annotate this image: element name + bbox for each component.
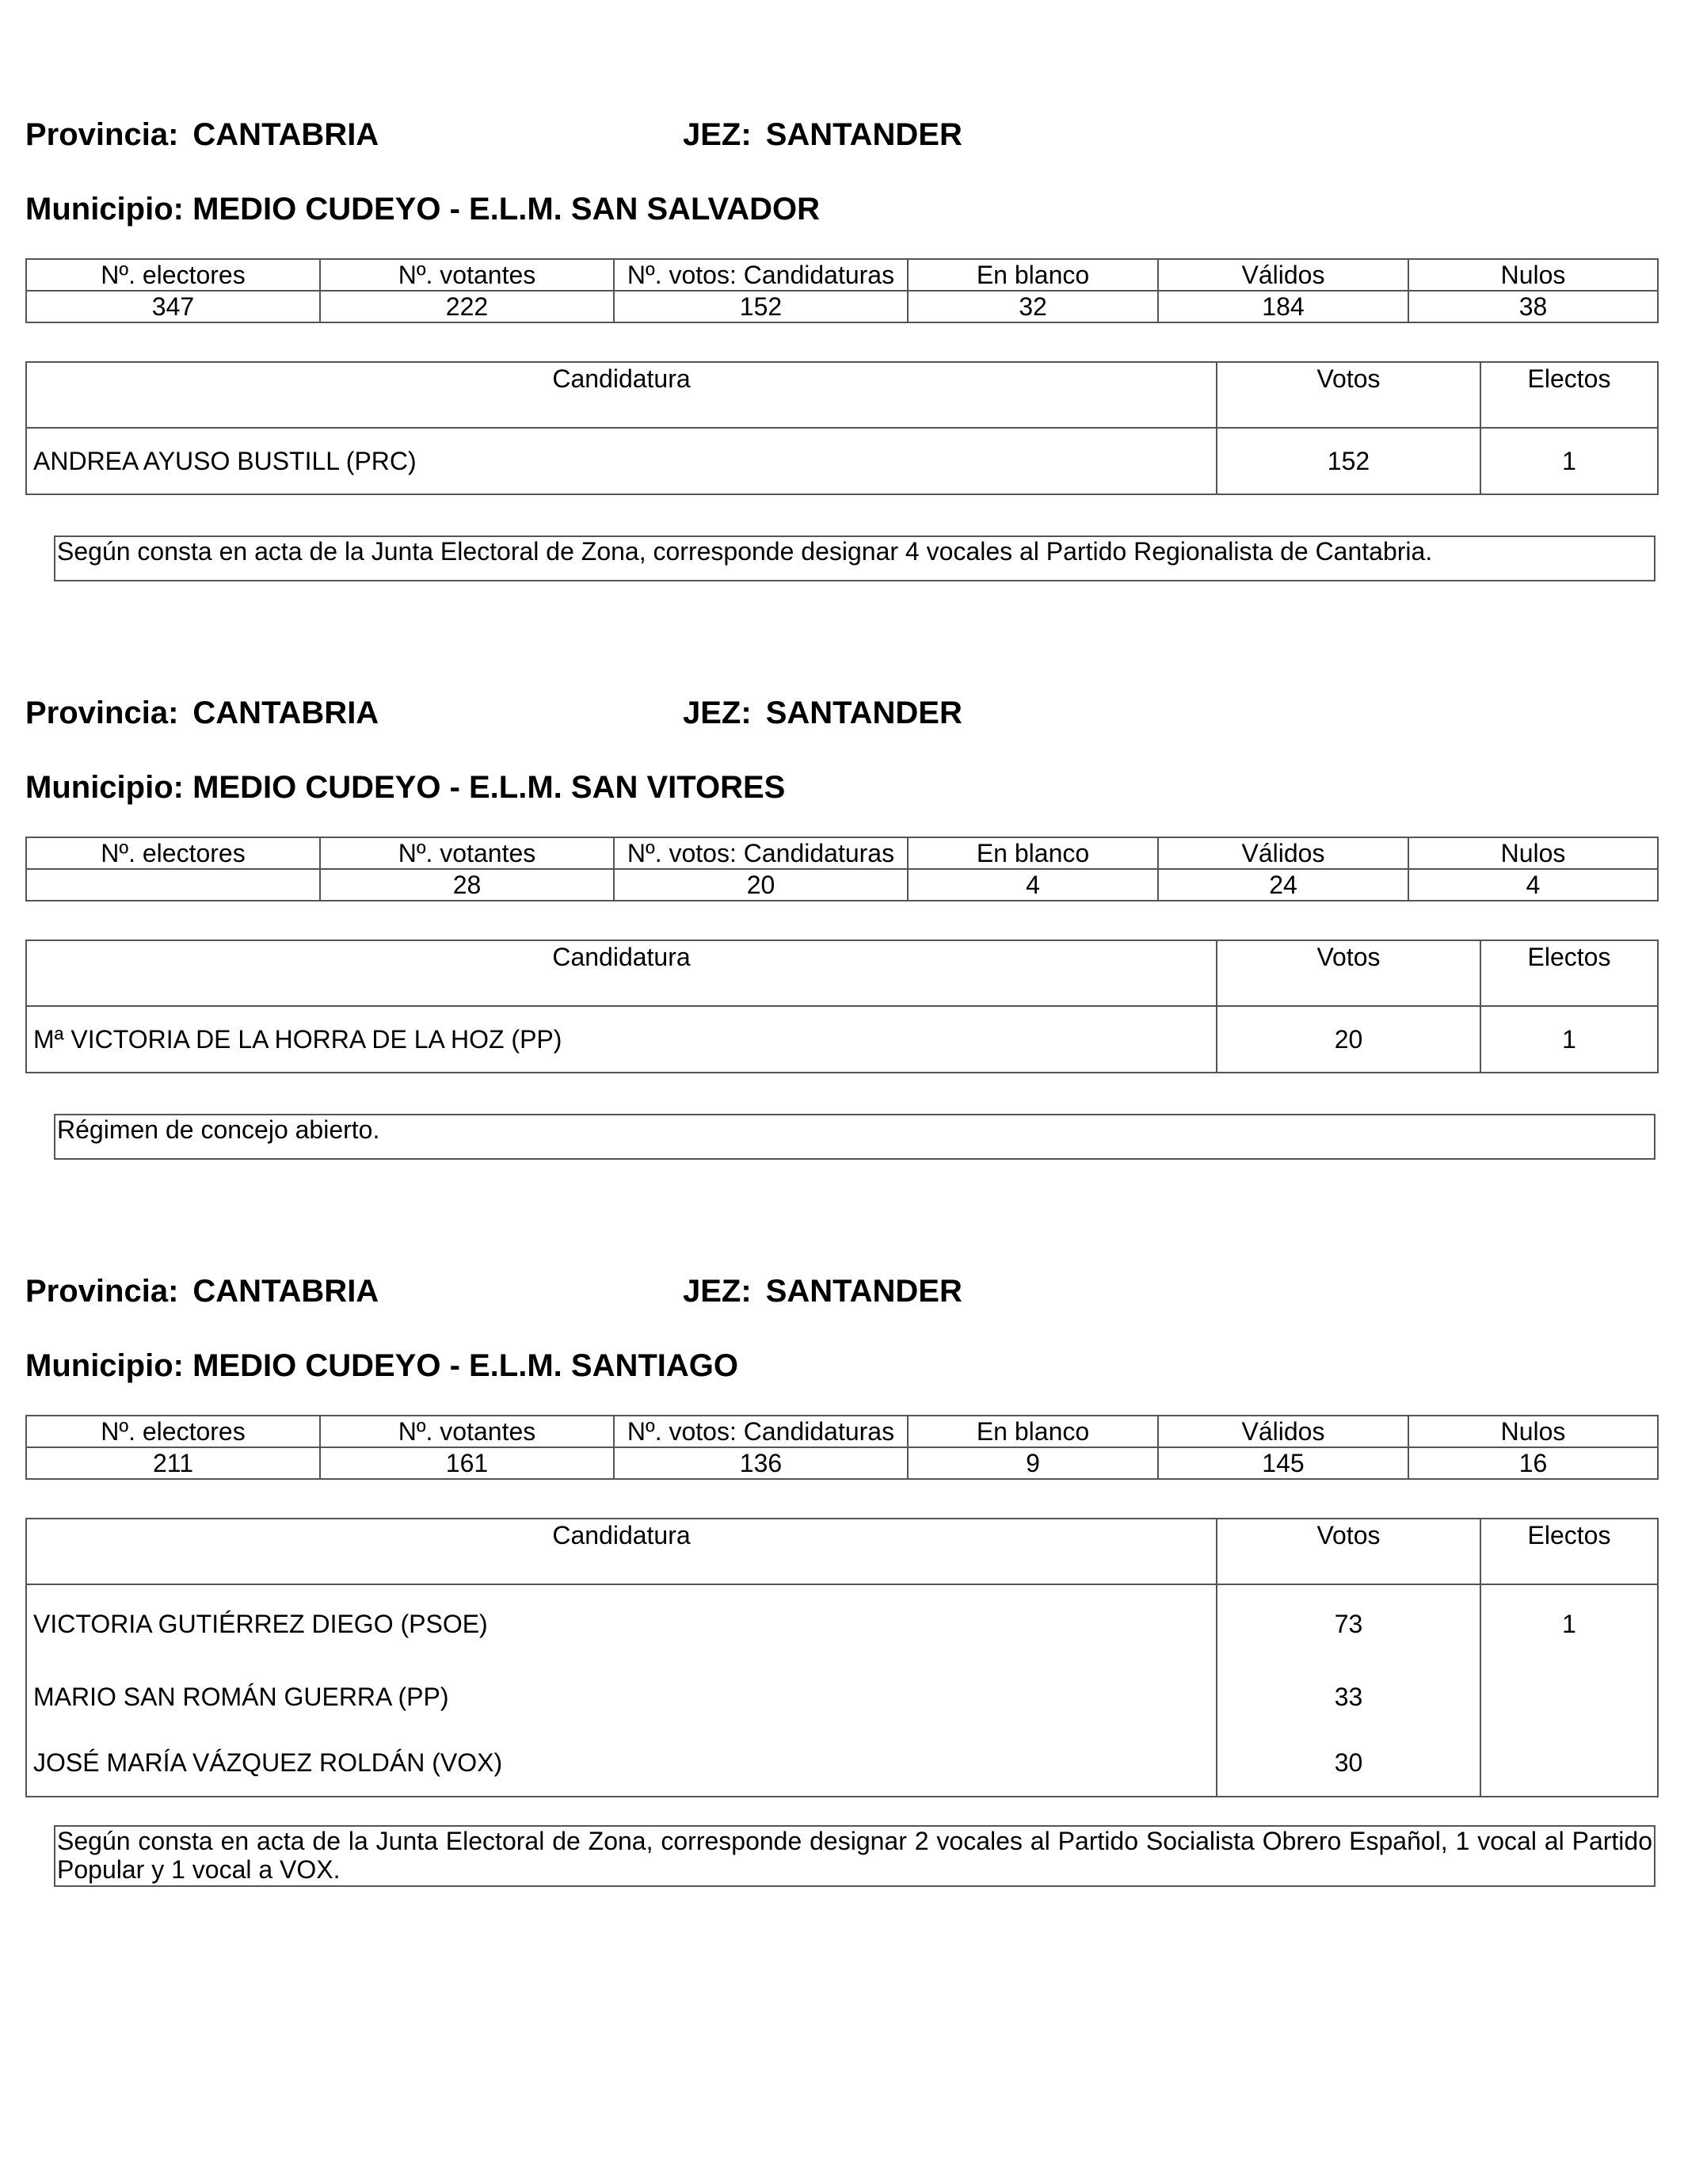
validos-header: Válidos bbox=[1158, 1416, 1408, 1447]
en-blanco-header: En blanco bbox=[908, 259, 1158, 291]
en-blanco-header: En blanco bbox=[908, 837, 1158, 869]
municipio-value: MEDIO CUDEYO - E.L.M. SANTIAGO bbox=[192, 1348, 738, 1383]
candidate-electos: 1 bbox=[1480, 1584, 1658, 1664]
candidate-votos: 152 bbox=[1217, 428, 1480, 494]
candidates-table bbox=[25, 361, 1659, 495]
votos-header: Votos bbox=[1217, 940, 1480, 1006]
candidates-table bbox=[25, 940, 1659, 1073]
votos-candidaturas-header: Nº. votos: Candidaturas bbox=[614, 837, 908, 869]
electores-value: 347 bbox=[26, 291, 320, 322]
candidatura-header: Candidatura bbox=[26, 940, 1217, 1006]
candidate-row bbox=[26, 428, 1658, 494]
candidates-table bbox=[25, 1518, 1659, 1797]
votos-candidaturas-value: 20 bbox=[614, 869, 908, 901]
stats-value-row bbox=[26, 869, 1658, 901]
stats-table bbox=[25, 258, 1659, 323]
section-note: Según consta en acta de la Junta Electoral de Zona, corresponde designar 4 vocales al Partido Regionalista de Cantabria. bbox=[54, 536, 1655, 581]
candidates-header-row bbox=[26, 1519, 1658, 1584]
provincia-value: CANTABRIA bbox=[192, 1274, 379, 1309]
candidates-header-row bbox=[26, 362, 1658, 428]
validos-header: Válidos bbox=[1158, 259, 1408, 291]
votos-header: Votos bbox=[1217, 362, 1480, 428]
nulos-value: 16 bbox=[1408, 1447, 1658, 1479]
municipio-label: Municipio: bbox=[25, 1348, 184, 1383]
electores-value: 211 bbox=[26, 1447, 320, 1479]
en-blanco-header: En blanco bbox=[908, 1416, 1158, 1447]
nulos-header: Nulos bbox=[1408, 837, 1658, 869]
votos-header: Votos bbox=[1217, 1519, 1480, 1584]
jez-label: JEZ: bbox=[683, 117, 752, 152]
candidate-votos: 20 bbox=[1217, 1006, 1480, 1073]
provincia-line bbox=[25, 694, 379, 732]
candidate-votos: 73 bbox=[1217, 1584, 1480, 1664]
votantes-header: Nº. votantes bbox=[320, 1416, 614, 1447]
validos-value: 184 bbox=[1158, 291, 1408, 322]
municipio-line bbox=[25, 190, 820, 228]
candidatura-header: Candidatura bbox=[26, 1519, 1217, 1584]
candidate-name: VICTORIA GUTIÉRREZ DIEGO (PSOE) bbox=[26, 1584, 1217, 1664]
candidate-row bbox=[26, 1730, 1658, 1797]
electores-header: Nº. electores bbox=[26, 837, 320, 869]
candidate-electos: 1 bbox=[1480, 428, 1658, 494]
jez-value: SANTANDER bbox=[765, 117, 962, 152]
provincia-value: CANTABRIA bbox=[192, 117, 379, 152]
votantes-header: Nº. votantes bbox=[320, 259, 614, 291]
nulos-header: Nulos bbox=[1408, 1416, 1658, 1447]
nulos-value: 38 bbox=[1408, 291, 1658, 322]
votantes-value: 222 bbox=[320, 291, 614, 322]
votos-candidaturas-header: Nº. votos: Candidaturas bbox=[614, 1416, 908, 1447]
provincia-value: CANTABRIA bbox=[192, 696, 379, 730]
electores-value bbox=[26, 869, 320, 901]
votantes-value: 28 bbox=[320, 869, 614, 901]
electores-header: Nº. electores bbox=[26, 1416, 320, 1447]
jez-line bbox=[683, 116, 962, 154]
jez-line bbox=[683, 1272, 962, 1310]
stats-table bbox=[25, 837, 1659, 901]
candidate-electos: 1 bbox=[1480, 1006, 1658, 1073]
electos-header: Electos bbox=[1480, 940, 1658, 1006]
votos-candidaturas-value: 136 bbox=[614, 1447, 908, 1479]
stats-value-row bbox=[26, 291, 1658, 322]
municipio-value: MEDIO CUDEYO - E.L.M. SAN SALVADOR bbox=[192, 192, 820, 227]
validos-header: Válidos bbox=[1158, 837, 1408, 869]
candidate-name: JOSÉ MARÍA VÁZQUEZ ROLDÁN (VOX) bbox=[26, 1730, 1217, 1797]
provincia-label: Provincia: bbox=[25, 117, 179, 152]
nulos-value: 4 bbox=[1408, 869, 1658, 901]
electos-header: Electos bbox=[1480, 362, 1658, 428]
provincia-label: Provincia: bbox=[25, 1274, 179, 1309]
candidate-electos bbox=[1480, 1664, 1658, 1730]
validos-value: 145 bbox=[1158, 1447, 1408, 1479]
stats-header-row bbox=[26, 1416, 1658, 1447]
stats-header-row bbox=[26, 259, 1658, 291]
section-note: Según consta en acta de la Junta Electoral de Zona, corresponde designar 2 vocales al Partido Socialista Obrero Español, 1 vocal al Partido Popular y 1 vocal a VOX. bbox=[54, 1825, 1655, 1887]
votantes-header: Nº. votantes bbox=[320, 837, 614, 869]
candidate-name: Mª VICTORIA DE LA HORRA DE LA HOZ (PP) bbox=[26, 1006, 1217, 1073]
provincia-line bbox=[25, 116, 379, 154]
stats-table bbox=[25, 1415, 1659, 1480]
en-blanco-value: 32 bbox=[908, 291, 1158, 322]
votos-candidaturas-header: Nº. votos: Candidaturas bbox=[614, 259, 908, 291]
en-blanco-value: 9 bbox=[908, 1447, 1158, 1479]
provincia-label: Provincia: bbox=[25, 696, 179, 730]
candidate-name: MARIO SAN ROMÁN GUERRA (PP) bbox=[26, 1664, 1217, 1730]
municipio-line bbox=[25, 1347, 738, 1385]
municipio-label: Municipio: bbox=[25, 192, 184, 227]
votantes-value: 161 bbox=[320, 1447, 614, 1479]
candidate-electos bbox=[1480, 1730, 1658, 1797]
candidate-votos: 30 bbox=[1217, 1730, 1480, 1797]
stats-value-row bbox=[26, 1447, 1658, 1479]
municipio-value: MEDIO CUDEYO - E.L.M. SAN VITORES bbox=[192, 770, 786, 805]
stats-header-row bbox=[26, 837, 1658, 869]
provincia-line bbox=[25, 1272, 379, 1310]
electores-header: Nº. electores bbox=[26, 259, 320, 291]
candidate-row bbox=[26, 1584, 1658, 1664]
candidatura-header: Candidatura bbox=[26, 362, 1217, 428]
electos-header: Electos bbox=[1480, 1519, 1658, 1584]
municipio-label: Municipio: bbox=[25, 770, 184, 805]
jez-value: SANTANDER bbox=[765, 696, 962, 730]
candidate-row bbox=[26, 1006, 1658, 1073]
jez-label: JEZ: bbox=[683, 1274, 752, 1309]
jez-line bbox=[683, 694, 962, 732]
candidate-votos: 33 bbox=[1217, 1664, 1480, 1730]
section-note: Régimen de concejo abierto. bbox=[54, 1114, 1655, 1160]
votos-candidaturas-value: 152 bbox=[614, 291, 908, 322]
en-blanco-value: 4 bbox=[908, 869, 1158, 901]
candidate-name: ANDREA AYUSO BUSTILL (PRC) bbox=[26, 428, 1217, 494]
candidates-header-row bbox=[26, 940, 1658, 1006]
candidate-row bbox=[26, 1664, 1658, 1730]
jez-label: JEZ: bbox=[683, 696, 752, 730]
nulos-header: Nulos bbox=[1408, 259, 1658, 291]
jez-value: SANTANDER bbox=[765, 1274, 962, 1309]
municipio-line bbox=[25, 768, 785, 806]
validos-value: 24 bbox=[1158, 869, 1408, 901]
